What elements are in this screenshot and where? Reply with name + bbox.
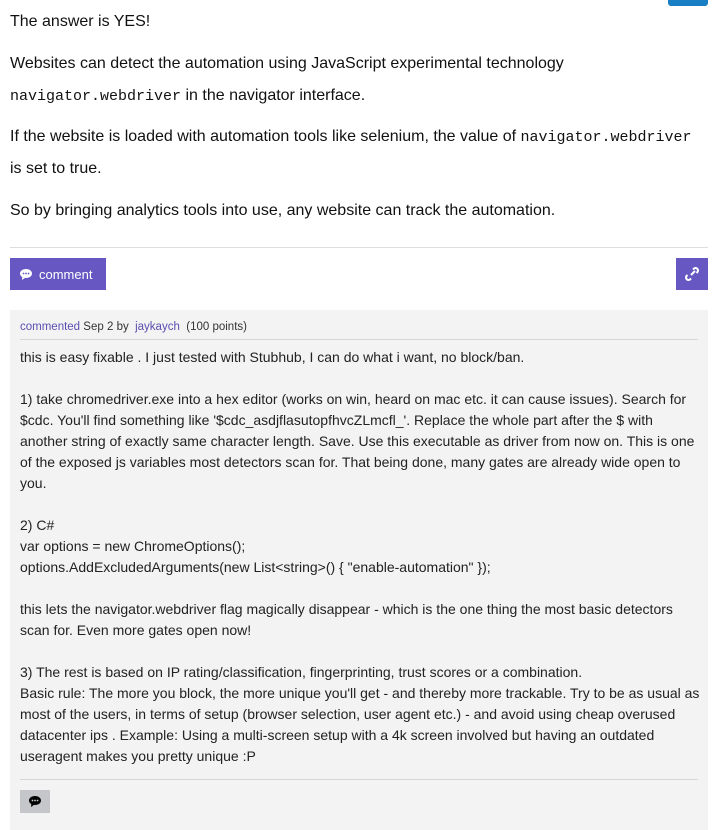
code-inline: navigator.webdriver — [520, 129, 692, 146]
author-points: (100 points) — [186, 321, 247, 333]
reply-comment-button[interactable] — [20, 790, 50, 813]
by-label: by — [116, 321, 129, 333]
speech-bubble-icon — [28, 795, 42, 808]
answer-line — [10, 54, 710, 74]
comment-line: Basic rule: The more you block, the more unique you'll get - and thereby more trackable. Try to be as usual as most of the users, in terms of setup (browser selection, user agent etc.) - and avoid using cheap overused datacenter ips . Example: Using a multi-screen setup with a 4k screen involved but having an outdated useragent makes you pretty unique :P — [20, 685, 700, 764]
link-icon — [684, 266, 700, 282]
comment-line: 2) C# — [20, 517, 55, 533]
comment-box — [10, 310, 708, 830]
answer-line: The answer is YES! — [10, 13, 151, 30]
answer-text: Websites can detect the automation using JavaScript experimental technology — [10, 55, 564, 72]
answer-line — [10, 127, 710, 148]
comment-paragraph: options.AddExcludedArguments(new List<string>() { "enable-automation" }); — [20, 559, 491, 575]
answer-text: in the navigator interface. — [181, 87, 366, 104]
comment-paragraph: 1) take chromedriver.exe into a hex editor (works on win, heard on mac etc. it can cause issues). Search for $cdc. You'll find something like '$cdc_asdjflasutopfhvcZLmcfl_'. Replace the whole part after the $ with another string of exactly same character length. Save. Use this executable as driver from now on. This is one of the exposed js variables most detectors scan for. That being done, many gates are already wide open to you. — [20, 391, 695, 491]
divider — [20, 339, 698, 340]
top-badge — [668, 0, 708, 6]
comment-button[interactable] — [10, 258, 106, 290]
divider — [20, 779, 698, 780]
share-link-button[interactable] — [676, 258, 708, 290]
answer-line: is set to true. — [10, 160, 102, 177]
commented-link[interactable]: commented — [20, 321, 81, 333]
comment-meta — [20, 321, 247, 333]
answer-line — [10, 86, 710, 107]
comment-button-label: comment — [39, 266, 93, 282]
code-inline: navigator.webdriver — [10, 88, 182, 105]
speech-bubble-icon — [19, 268, 33, 281]
comment-date: Sep 2 — [83, 321, 114, 333]
author-link[interactable]: jaykaych — [135, 321, 180, 333]
answer-text: If the website is loaded with automation tools like selenium, the value of — [10, 128, 521, 145]
comment-line: 3) The rest is based on IP rating/classification, fingerprinting, trust scores or a combination. — [20, 664, 583, 680]
divider — [10, 247, 708, 248]
comment-paragraph: this lets the navigator.webdriver flag magically disappear - which is the one thing the most basic detectors scan for. Even more gates open now! — [20, 601, 673, 638]
comment-body — [20, 347, 700, 767]
comment-paragraph: this is easy fixable . I just tested with Stubhub, I can do what i want, no block/ban. — [20, 349, 525, 365]
comment-line: var options = new ChromeOptions(); — [20, 538, 246, 554]
answer-line: So by bringing analytics tools into use, any website can track the automation. — [10, 202, 556, 219]
